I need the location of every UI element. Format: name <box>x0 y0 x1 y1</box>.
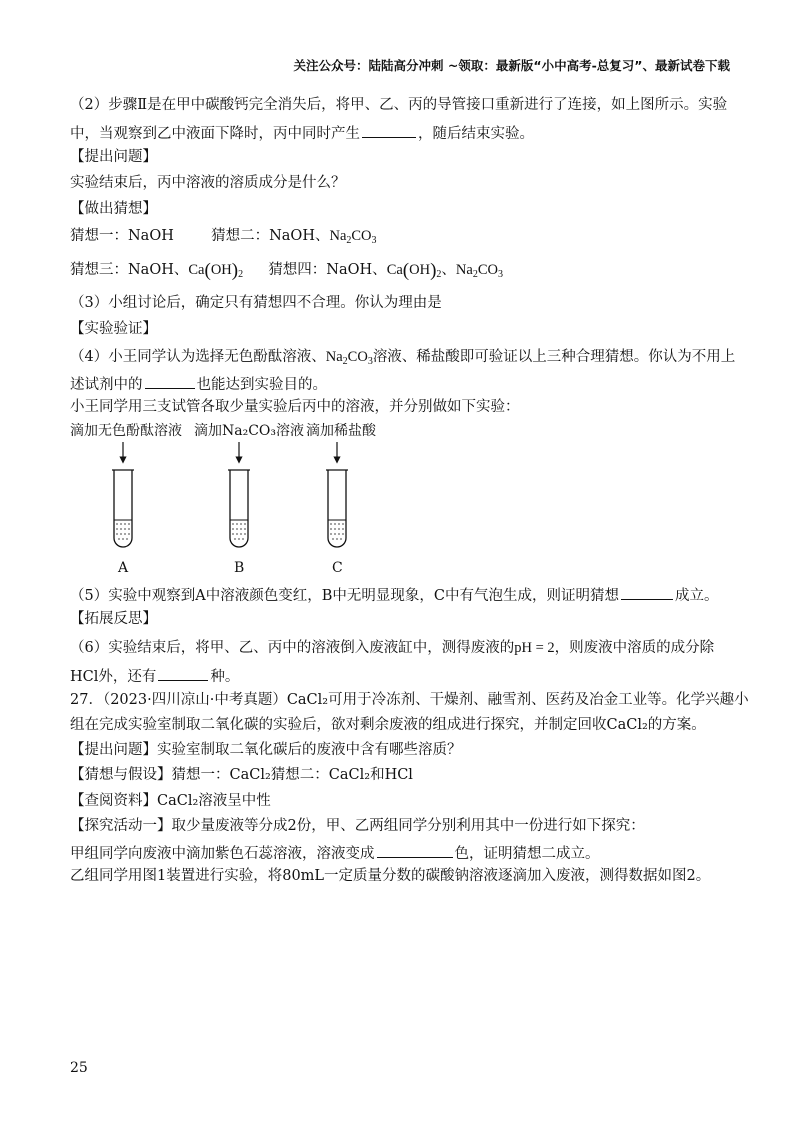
section-heading: 【提出问题】 <box>70 149 157 165</box>
answer-blank[interactable] <box>158 664 208 681</box>
text-segment: 也能达到实验目的。 <box>196 377 327 393</box>
tube-a <box>112 442 134 547</box>
hypothesis-row: 猜想三：NaOH、$Ca(OH)_2$ 猜想四：NaOH、$Ca(OH)_2$、$Na_2CO_3$ <box>70 260 503 281</box>
hypothesis-2: 猜想二：NaOH、 <box>211 228 330 244</box>
tube-label-a-reagent: 滴加无色酚酞溶液 <box>70 423 182 439</box>
text-segment: ，随后结束实验。 <box>418 126 534 142</box>
answer-blank[interactable] <box>621 583 673 600</box>
paragraph-line <box>70 372 327 395</box>
answer-blank[interactable] <box>145 372 195 389</box>
formula-na2co3: $Na_2CO_3$ <box>455 262 503 280</box>
text-segment: 种。 <box>210 669 240 685</box>
answer-blank[interactable] <box>362 121 416 138</box>
formula-na2co3: $Na_2CO_3$ <box>325 349 373 367</box>
text-segment: （6）实验结束后，将甲、乙、丙中的溶液倒入废液缸中，测得废液的 <box>70 640 515 656</box>
tube-c <box>326 442 348 547</box>
formula-caoh2: $Ca(OH)_2$ <box>386 260 442 281</box>
paragraph-line <box>70 664 239 687</box>
hypothesis-1: 猜想一：NaOH <box>70 228 174 244</box>
text-segment: 中，当观察到乙中液面下降时，丙中同时产生 <box>70 126 360 142</box>
paragraph-line: 【提出问题】实验室制取二氧化碳后的废液中含有哪些溶质？ <box>70 742 462 758</box>
text-segment: （4）小王同学认为选择无色酚酞溶液、 <box>70 349 326 365</box>
tube-b <box>228 442 250 547</box>
text-segment: HCl外，还有 <box>70 669 157 685</box>
paragraph-line <box>70 121 534 144</box>
tube-label-a: A <box>118 560 129 576</box>
paragraph-line <box>70 841 600 864</box>
tube-label-b: B <box>234 560 245 576</box>
text-segment: （5）实验中观察到A中溶液颜色变红，B中无明显现象，C中有气泡生成，则证明猜想 <box>70 588 619 604</box>
paragraph-line <box>70 638 714 658</box>
question-27-stem: 27．（2023·四川凉山·中考真题）CaCl₂可用于冷冻剂、干燥剂、融雪剂、医药及冶金工业等。化学兴趣小 <box>70 692 749 708</box>
answer-blank[interactable] <box>377 841 453 858</box>
text-segment: 色，证明猜想二成立。 <box>454 846 600 862</box>
paragraph-line: 实验结束后，丙中溶液的溶质成分是什么？ <box>70 175 346 191</box>
paragraph-line: （3）小组讨论后，确定只有猜想四不合理。你认为理由是 <box>70 295 442 311</box>
text-segment: 述试剂中的 <box>70 377 143 393</box>
paragraph-line: 乙组同学用图1装置进行实验，将80mL一定质量分数的碳酸钠溶液逐滴加入废液，测得数据如图2。 <box>70 868 711 884</box>
text-segment: 成立。 <box>674 588 719 604</box>
text-segment: ，则废液中溶质的成分除 <box>554 640 715 656</box>
page-number: 25 <box>70 1060 88 1076</box>
tube-label-b-reagent: 滴加Na₂CO₃溶液 <box>194 423 305 439</box>
hypothesis-4: 猜想四：NaOH、 <box>268 262 387 278</box>
paragraph-line: 小王同学用三支试管各取少量实验后丙中的溶液，并分别做如下实验： <box>70 399 520 415</box>
paragraph-line: （2）步骤Ⅱ是在甲中碳酸钙完全消失后，将甲、乙、丙的导管接口重新进行了连接，如上图所示。实验 <box>70 97 728 113</box>
section-heading: 【做出猜想】 <box>70 201 157 217</box>
paragraph-line: 【探究活动一】取少量废液等分成2份，甲、乙两组同学分别利用其中一份进行如下探究： <box>70 818 645 834</box>
section-heading: 【拓展反思】 <box>70 611 157 627</box>
tube-label-c-reagent: 滴加稀盐酸 <box>306 423 376 439</box>
tube-label-c: C <box>332 560 343 576</box>
test-tube-figure <box>70 420 510 580</box>
page-header: 关注公众号：陆陆高分冲刺 ~领取：最新版“小中高考-总复习”、最新试卷下载 <box>293 58 730 73</box>
text-segment: 溶液、稀盐酸即可验证以上三种合理猜想。你认为不用上 <box>372 349 736 365</box>
hypothesis-3: 猜想三：NaOH、 <box>70 262 189 278</box>
hypothesis-row <box>70 226 377 251</box>
formula-caoh2: $Ca(OH)_2$ <box>188 260 244 281</box>
paragraph-line <box>70 583 718 606</box>
text-segment: 甲组同学向废液中滴加紫色石蕊溶液，溶液变成 <box>70 846 375 862</box>
paragraph-line: 【猜想与假设】猜想一：CaCl₂猜想二：CaCl₂和HCl <box>70 767 413 783</box>
formula-ph: pH = 2 <box>514 640 555 656</box>
paragraph-line: 组在完成实验室制取二氧化碳的实验后，欲对剩余废液的组成进行探究，并制定回收CaCl₂的方案。 <box>70 717 706 733</box>
paragraph-line <box>70 347 735 372</box>
formula-na2co3: $Na_2CO_3$ <box>329 228 377 246</box>
paragraph-line: 【查阅资料】CaCl₂溶液呈中性 <box>70 793 271 809</box>
test-tubes-drawing <box>70 420 510 560</box>
section-heading: 【实验验证】 <box>70 321 157 337</box>
